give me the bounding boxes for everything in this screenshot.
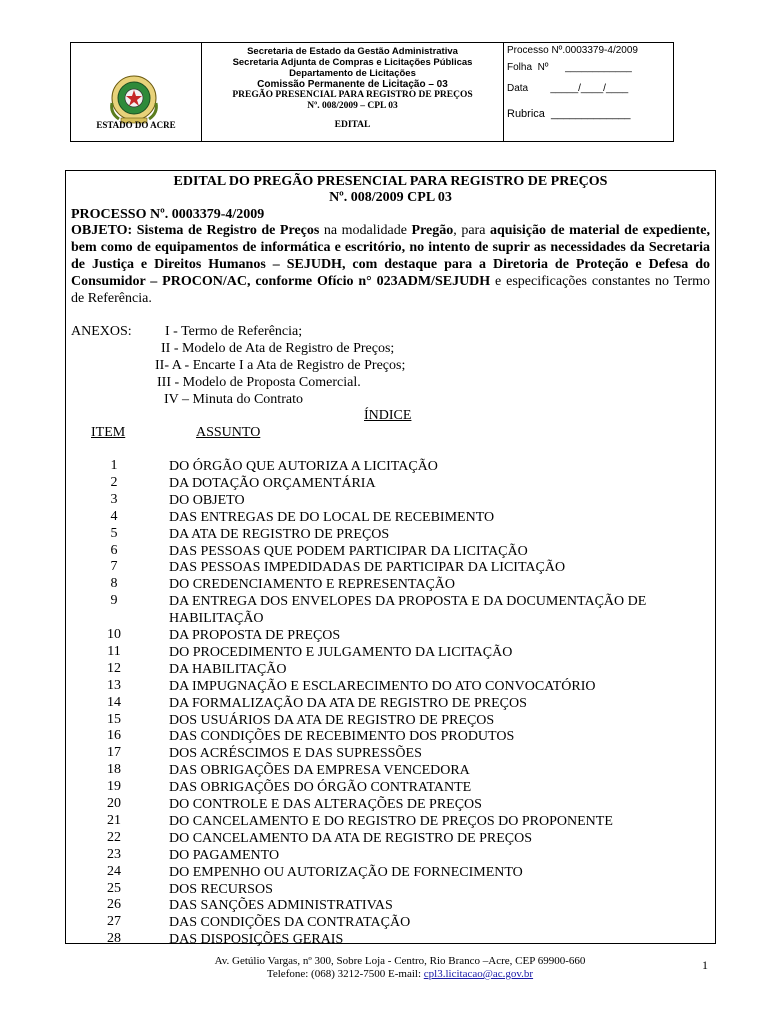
edital-subtitle: Nº. 008/2009 CPL 03 [329, 190, 452, 205]
processo-number: Processo Nº.0003379-4/2009 [507, 45, 638, 56]
header-line-numero: Nº. 008/2009 – CPL 03 [307, 101, 398, 111]
footer-phone: Telefone: (068) 3212-7500 E-mail: [266, 968, 424, 980]
index-item-number: 11 [107, 643, 121, 659]
header-line-comissao: Comissão Permanente de Licitação – 03 [257, 79, 448, 90]
index-item-number: 21 [107, 812, 121, 828]
index-item-subject: DO ÓRGÃO QUE AUTORIZA A LICITAÇÃO [169, 459, 438, 474]
data-field: Data _____/____/____ [507, 83, 629, 94]
anexos-label: ANEXOS: [71, 324, 132, 339]
index-item-subject: DAS PESSOAS IMPEDIDADAS DE PARTICIPAR DA LICITAÇÃO [169, 560, 566, 576]
index-item-number: 28 [107, 931, 121, 947]
indice-heading: ÍNDICE [364, 408, 412, 423]
column-header-assunto: ASSUNTO [196, 425, 261, 440]
index-item-number: 26 [107, 897, 121, 913]
footer-email-link[interactable]: cpl3.licitacao@ac.gov.br [423, 968, 534, 980]
header-line-secretaria: Secretaria de Estado da Gestão Administrativa [247, 46, 458, 57]
index-item-subject: DO PROCEDIMENTO E JULGAMENTO DA LICITAÇÃO [169, 644, 513, 660]
index-item-number: 24 [107, 863, 121, 879]
objeto-label: OBJETO: Sistema de Registro de Preços [71, 223, 320, 238]
objeto-modalidade: Pregão [411, 223, 454, 238]
index-item-number: 9 [110, 593, 118, 609]
index-item-subject: DO OBJETO [169, 492, 245, 508]
index-item-subject: DAS ENTREGAS DE DO LOCAL DE RECEBIMENTO [169, 509, 495, 525]
index-item-subject: DAS SANÇÕES ADMINISTRATIVAS [169, 898, 393, 914]
index-item-number: 12 [107, 660, 121, 676]
index-item-subject: DO CREDENCIAMENTO E REPRESENTAÇÃO [169, 577, 456, 593]
anexo-item: III - Modelo de Proposta Comercial. [157, 375, 361, 390]
index-item-number: 19 [107, 779, 121, 795]
processo-heading: PROCESSO Nº. 0003379-4/2009 [71, 207, 265, 222]
index-item-subject: DA ATA DE REGISTRO DE PREÇOS [169, 526, 390, 542]
objeto-paragraph [71, 222, 710, 307]
header-line-edital: EDITAL [334, 120, 371, 130]
column-header-item: ITEM [91, 425, 126, 440]
index-item-subject: DOS RECURSOS [169, 881, 273, 897]
index-item-number: 25 [107, 880, 121, 896]
header-logo-cell [71, 43, 202, 141]
index-item-number: 3 [110, 491, 118, 507]
index-item-number: 27 [107, 914, 121, 930]
objeto-description: aquisição de material de expediente, bem como de equipamentos de informática e escritório, no intento de suprir as necessidades da Secretaria de Justiça e Direitos Humanos – SEJUDH, com destaque para a Diretoria de Proteção e Defesa do Consumidor – PROCON/AC, conforme Ofício n° 023ADM/SEJUDH [71, 223, 711, 289]
header-line-pregao: PREGÃO PRESENCIAL PARA REGISTRO DE PREÇOS [232, 90, 473, 100]
anexo-item: I - Termo de Referência; [165, 324, 303, 339]
index-item-number: 6 [110, 542, 118, 558]
index-item-number: 16 [107, 728, 121, 744]
index-item-number: 18 [107, 762, 121, 778]
anexo-item: II - Modelo de Ata de Registro de Preços; [161, 341, 395, 356]
index-item-number: 7 [110, 559, 118, 575]
index-item-subject: DAS OBRIGAÇÕES DO ÓRGÃO CONTRATANTE [169, 780, 472, 796]
index-item-number: 10 [107, 627, 121, 642]
index-item-subject: DAS OBRIGAÇÕES DA EMPRESA VENCEDORA [169, 763, 470, 779]
objeto-text-2: , para [453, 223, 490, 238]
anexo-item: IV – Minuta do Contrato [164, 392, 303, 407]
header-institution [202, 43, 504, 141]
index-item-subject: DO EMPENHO OU AUTORIZAÇÃO DE FORNECIMENTO [169, 864, 523, 880]
header-line-secretaria-adjunta: Secretaria Adjunta de Compras e Licitações Públicas [232, 57, 473, 68]
index-item-subject: DAS PESSOAS QUE PODEM PARTICIPAR DA LICITAÇÃO [169, 543, 528, 559]
index-item-number: 1 [110, 458, 118, 473]
edital-body [65, 170, 716, 948]
index-item-subject: DA PROPOSTA DE PREÇOS [169, 628, 341, 643]
index-item-number: 15 [107, 711, 121, 727]
folha-field: Folha Nº ____________ [507, 62, 632, 73]
index-item-number: 2 [110, 474, 118, 490]
rubrica-field: Rubrica _____________ [507, 108, 631, 120]
index-item-number: 4 [110, 508, 118, 524]
index-item-subject: DA DOTAÇÃO ORÇAMENTÁRIA [169, 475, 376, 491]
index-item-subject: DO CONTROLE E DAS ALTERAÇÕES DE PREÇOS [169, 797, 482, 812]
header-line-departamento: Departamento de Licitações [289, 68, 416, 79]
index-item-subject: DO CANCELAMENTO E DO REGISTRO DE PREÇOS DO PROPONENTE [169, 813, 613, 829]
index-item-subject: DOS USUÁRIOS DA ATA DE REGISTRO DE PREÇOS [169, 712, 495, 728]
objeto-text-1: na modalidade [319, 223, 412, 238]
index-item-subject: DA FORMALIZAÇÃO DA ATA DE REGISTRO DE PREÇOS [169, 695, 527, 711]
index-item-number: 13 [107, 677, 121, 693]
header-control-fields [504, 43, 673, 141]
index-item-subject: DO CANCELAMENTO DA ATA DE REGISTRO DE PREÇOS [169, 830, 533, 846]
index-item-number: 14 [107, 694, 121, 710]
objeto-text-3: e especificações constantes no Termo de Referência. [71, 274, 711, 306]
index-item-number: 22 [107, 829, 121, 845]
acre-coat-of-arms-icon [107, 73, 161, 127]
index-item-subject: DAS CONDIÇÕES DA CONTRATAÇÃO [169, 915, 411, 931]
edital-title: EDITAL DO PREGÃO PRESENCIAL PARA REGISTRO DE PREÇOS [173, 174, 608, 189]
index-item-subject: DOS ACRÉSCIMOS E DAS SUPRESSÕES [169, 746, 422, 762]
index-item-number: 20 [107, 796, 121, 811]
index-item-subject: DA ENTREGA DOS ENVELOPES DA PROPOSTA E DA DOCUMENTAÇÃO DE HABILITAÇÃO [169, 594, 647, 627]
index-item-number: 17 [107, 745, 121, 761]
index-item-number: 8 [110, 576, 118, 592]
state-name: ESTADO DO ACRE [96, 120, 176, 130]
document-header [70, 42, 674, 142]
index-item-subject: DAS CONDIÇÕES DE RECEBIMENTO DOS PRODUTOS [169, 729, 515, 745]
index-item-number: 5 [110, 525, 118, 541]
anexo-item: II- A - Encarte I a Ata de Registro de Preços; [155, 358, 406, 373]
page-number: 1 [702, 958, 708, 972]
footer-address: Av. Getúlio Vargas, nº 300, Sobre Loja - Centro, Rio Branco –Acre, CEP 69900-660 [214, 955, 586, 967]
index-item-number: 23 [107, 846, 121, 862]
index-item-subject: DAS DISPOSIÇÕES GERAIS [169, 932, 344, 948]
footer-contact [150, 968, 650, 980]
index-item-subject: DA HABILITAÇÃO [169, 661, 287, 677]
index-item-subject: DA IMPUGNAÇÃO E ESCLARECIMENTO DO ATO CONVOCATÓRIO [169, 678, 596, 694]
index-item-subject: DO PAGAMENTO [169, 847, 280, 863]
